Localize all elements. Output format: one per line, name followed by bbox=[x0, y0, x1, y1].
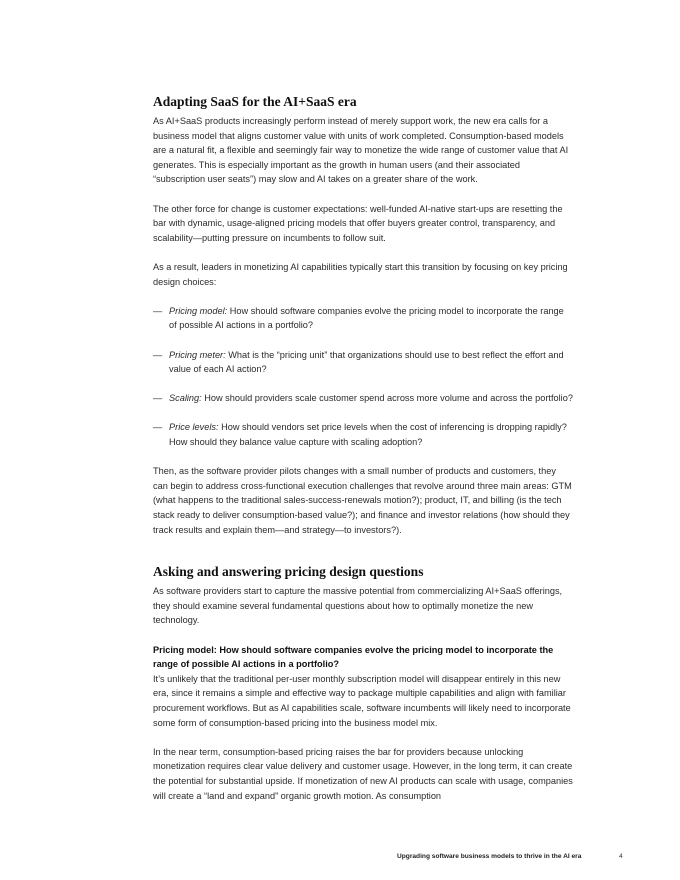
paragraph: As software providers start to capture the massive potential from commercializing AI+SaaS offerings, they should examine several fundamental questions about how to optimally monetize the new technology. bbox=[153, 586, 563, 626]
list-item-label: Scaling: bbox=[169, 393, 202, 404]
paragraph: Then, as the software provider pilots changes with a small number of products and customers, they can begin to address cross-functional execution challenges that revolve around three main areas: GTM (what happens to the traditional sales-success-renewals motion?); product, IT, and billing (is the tech stack ready to deliver consumption-based value?); and finance and investor relations (how should they track results and explain them—and strategy—to investors?). bbox=[153, 466, 572, 535]
paragraph: The other force for change is customer expectations: well-funded AI-native start-ups are resetting the bar with dynamic, usage-aligned pricing models that offer buyers greater control, transparency, and scalability—putting pressure on incumbents to follow suit. bbox=[153, 203, 563, 243]
paragraph: As a result, leaders in monetizing AI capabilities typically start this transition by focusing on key pricing design choices: bbox=[153, 261, 568, 287]
footer-title: Upgrading software business models to thrive in the AI era bbox=[397, 853, 582, 860]
paragraph: It’s unlikely that the traditional per-user monthly subscription model will disappear entirely in this new era, since it remains a simple and effective way to package multiple capabilities and align with familiar procurement workflows. But as AI capabilities scale, software incumbents will likely need to incorporate some form of consumption-based pricing into the business model mix. bbox=[153, 673, 571, 728]
list-item-pricing-meter bbox=[153, 348, 573, 377]
paragraph: In the near term, consumption-based pricing raises the bar for providers because unlocking monetization requires clear value delivery and customer usage. However, in the long term, it can create the potential for substantial upside. If monetization of new AI products can scale with usage, companies will create a “land and expand” organic growth motion. As consumption bbox=[153, 746, 573, 801]
page-number: 4 bbox=[619, 853, 623, 860]
list-item-pricing-model bbox=[153, 304, 573, 333]
list-item-text: What is the “pricing unit” that organizations should use to best reflect the effort and value of each AI action? bbox=[169, 349, 564, 375]
list-item-text: How should software companies evolve the pricing model to incorporate the range of possible AI actions in a portfolio? bbox=[169, 305, 564, 331]
section-heading-pricing-questions: Asking and answering pricing design questions bbox=[153, 564, 424, 580]
list-item-price-levels bbox=[153, 420, 573, 449]
question-heading: Pricing model: How should software companies evolve the pricing model to incorporate the range of possible AI actions in a portfolio? bbox=[153, 644, 554, 670]
paragraph: As AI+SaaS products increasingly perform instead of merely support work, the new era calls for a business model that aligns customer value with units of work completed. Consumption-based models are a natural fit, a flexible and seemingly fair way to monetize the wide range of customer value that AI generates. This is especially important as the growth in human users (and their associated “subscription user seats”) may slow and AI takes on a greater share of the work. bbox=[153, 116, 569, 185]
dash-bullet: — bbox=[153, 422, 163, 433]
dash-bullet: — bbox=[153, 393, 163, 404]
dash-bullet: — bbox=[153, 349, 163, 360]
list-item-scaling bbox=[153, 391, 573, 406]
list-item-text: How should vendors set price levels when the cost of inferencing is dropping rapidly? How should they balance value capture with scaling adoption? bbox=[169, 422, 567, 448]
list-item-label: Price levels: bbox=[169, 422, 219, 433]
list-item-label: Pricing meter: bbox=[169, 349, 226, 360]
pricing-choices-list bbox=[153, 304, 573, 450]
list-item-label: Pricing model: bbox=[169, 305, 228, 316]
list-item-text: How should providers scale customer spend across more volume and across the portfolio? bbox=[201, 393, 573, 404]
dash-bullet: — bbox=[153, 305, 163, 316]
section-heading-adapting-saas: Adapting SaaS for the AI+SaaS era bbox=[153, 94, 357, 109]
article-body bbox=[153, 93, 573, 818]
